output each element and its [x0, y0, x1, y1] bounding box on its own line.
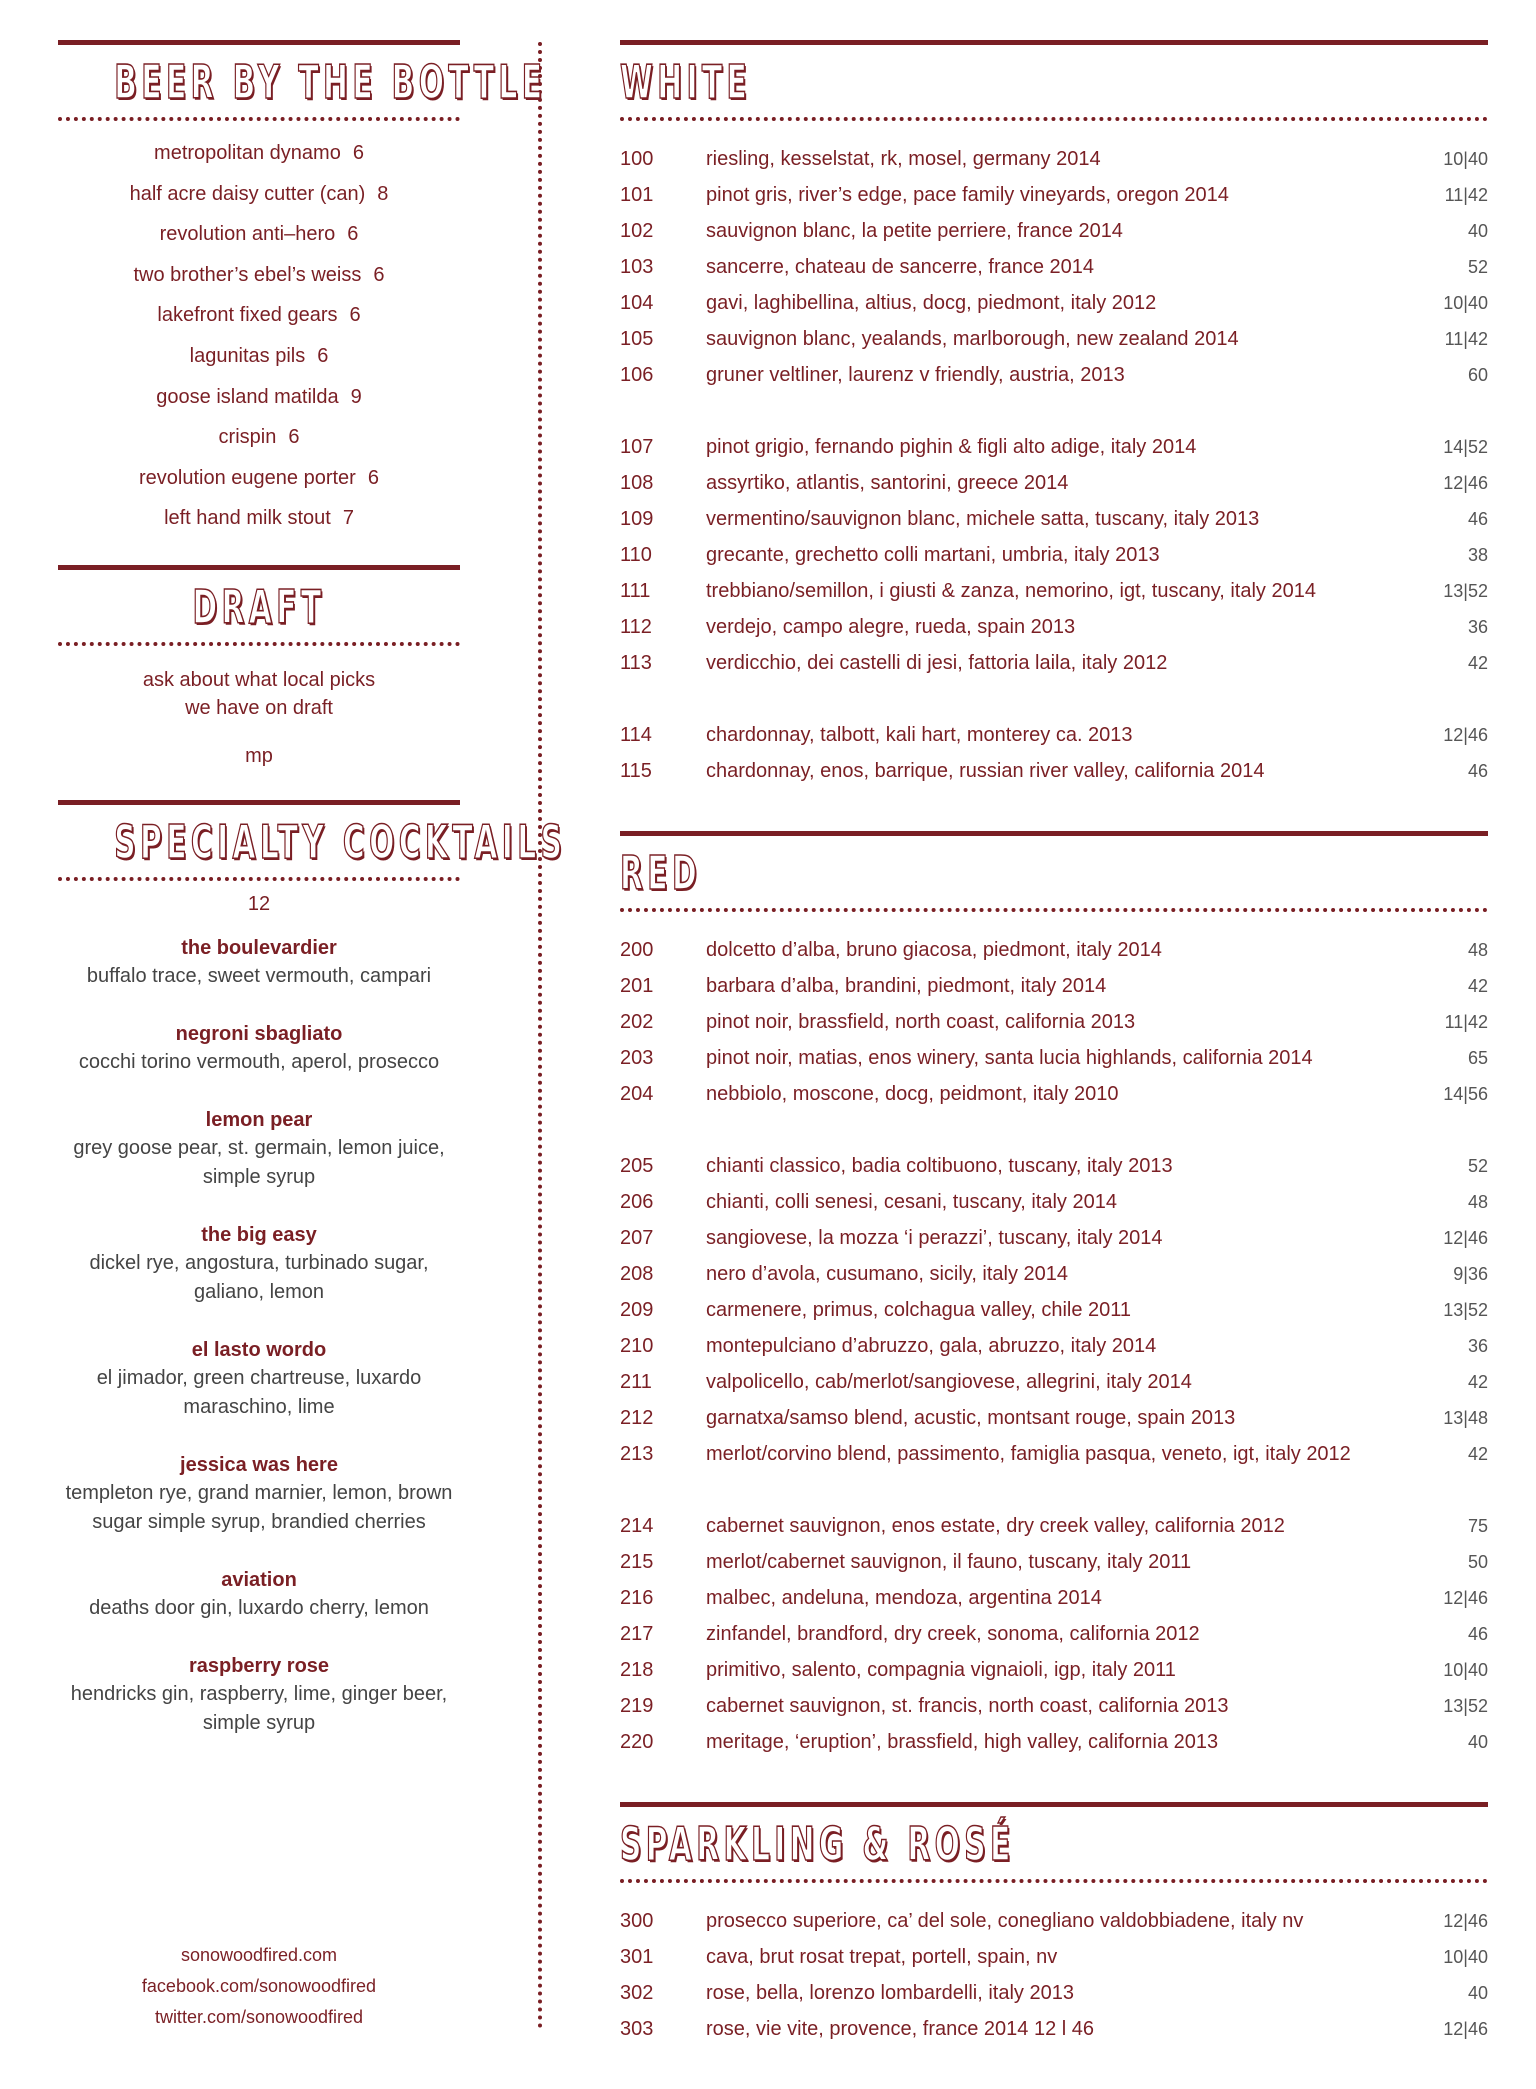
cocktail-description: grey goose pear, st. germain, lemon juice, simple syrup: [73, 1136, 445, 1188]
wine-row: [620, 1220, 1488, 1256]
cocktail-description: deaths door gin, luxardo cherry, lemon: [89, 1596, 429, 1619]
beer-item: [58, 336, 460, 377]
beer-name: crispin: [218, 426, 277, 449]
wine-name: montepulciano d’abruzzo, gala, abruzzo, italy 2014: [706, 1335, 1157, 1357]
group-spacer: [620, 393, 1488, 429]
cocktail-item: [58, 934, 460, 991]
wine-price: 65: [1467, 1048, 1488, 1068]
wine-price: 42: [1467, 653, 1488, 673]
wine-row: [620, 1616, 1488, 1652]
cocktail-item: [58, 1451, 460, 1537]
wine-name: nebbiolo, moscone, docg, peidmont, italy 2010: [706, 1083, 1119, 1105]
wine-number: 104: [620, 292, 654, 314]
wine-row: [620, 1184, 1488, 1220]
wine-price: 12|46: [1443, 725, 1488, 745]
wine-price: 12|46: [1443, 1911, 1488, 1931]
wine-name: pinot noir, brassfield, north coast, california 2013: [706, 1011, 1136, 1033]
wine-number: 211: [620, 1371, 652, 1393]
wine-price: 12|46: [1443, 2019, 1488, 2039]
wine-price: 60: [1467, 365, 1488, 385]
wine-number: 210: [620, 1335, 654, 1357]
wine-name: pinot noir, matias, enos winery, santa lucia highlands, california 2014: [706, 1047, 1313, 1069]
wine-row: [620, 753, 1488, 789]
wine-price: 13|48: [1443, 1408, 1488, 1428]
wine-price: 14|56: [1443, 1084, 1488, 1104]
cocktail-list: [58, 934, 460, 1738]
beer-price: 8: [377, 182, 389, 205]
wine-number: 105: [620, 328, 654, 350]
wine-price: 46: [1467, 1624, 1488, 1644]
beer-item: [58, 133, 460, 174]
wine-row: [620, 249, 1488, 285]
wine-name: chardonnay, talbott, kali hart, monterey ca. 2013: [706, 724, 1133, 746]
cocktail-item: [58, 1336, 460, 1422]
draft-heading: DRAFT: [192, 579, 326, 634]
white-section: [620, 40, 1488, 831]
sparkling-heading: SPARKLING & ROSÉ: [620, 1817, 1015, 1871]
wine-row: [620, 1939, 1488, 1975]
section-spacer: [620, 2047, 1488, 2089]
wine-name: barbara d’alba, brandini, piedmont, italy 2014: [706, 975, 1107, 997]
cocktails-price: 12: [247, 892, 271, 915]
wine-price: 12|46: [1443, 1228, 1488, 1248]
beer-item: [58, 377, 460, 418]
wine-price: 10|40: [1443, 149, 1488, 169]
wine-name: trebbiano/semillon, i giusti & zanza, nemorino, igt, tuscany, italy 2014: [706, 580, 1316, 602]
wine-row: [620, 1040, 1488, 1076]
wine-price: 10|40: [1443, 293, 1488, 313]
wine-price: 52: [1467, 257, 1488, 277]
wine-row: [620, 1148, 1488, 1184]
cocktail-description: el jimador, green chartreuse, luxardo maraschino, lime: [96, 1366, 422, 1418]
cocktail-name: raspberry rose: [188, 1654, 330, 1677]
sparkling-section: [620, 1802, 1488, 2089]
beer-price: 6: [317, 344, 329, 367]
beer-name: left hand milk stout: [164, 507, 331, 530]
wine-row: [620, 465, 1488, 501]
wine-price: 10|40: [1443, 1947, 1488, 1967]
beer-price: 6: [373, 263, 385, 286]
wine-number: 115: [620, 760, 652, 782]
cocktail-name: el lasto wordo: [191, 1338, 327, 1361]
wine-row: [620, 968, 1488, 1004]
beer-price: 6: [288, 426, 300, 449]
wine-price: 50: [1467, 1552, 1488, 1572]
group-spacer: [620, 1472, 1488, 1508]
wine-name: carmenere, primus, colchagua valley, chile 2011: [706, 1299, 1132, 1321]
cocktail-item: [58, 1106, 460, 1192]
cocktail-item: [58, 1652, 460, 1738]
cocktail-item: [58, 1020, 460, 1077]
wine-name: garnatxa/samso blend, acustic, montsant rouge, spain 2013: [706, 1407, 1236, 1429]
right-column: [620, 40, 1488, 2089]
left-column: [58, 40, 567, 1767]
beer-item: [58, 295, 460, 336]
cocktails-section: [58, 800, 567, 1738]
wine-price: 75: [1467, 1516, 1488, 1536]
twitter-link[interactable]: twitter.com/sonowoodfired: [154, 2007, 364, 2027]
red-section: [620, 831, 1488, 1802]
wine-name: cabernet sauvignon, enos estate, dry creek valley, california 2012: [706, 1515, 1285, 1537]
wine-row: [620, 357, 1488, 393]
wine-row: [620, 1364, 1488, 1400]
beer-item: [58, 214, 460, 255]
wine-number: 101: [620, 184, 654, 206]
draft-text-line: ask about what local picks: [142, 668, 376, 691]
wine-row: [620, 537, 1488, 573]
wine-row: [620, 717, 1488, 753]
cocktail-name: the big easy: [201, 1223, 317, 1246]
wine-row: [620, 1508, 1488, 1544]
wine-name: prosecco superiore, ca’ del sole, conegliano valdobbiadene, italy nv: [706, 1910, 1304, 1932]
beer-item: [58, 498, 460, 539]
wine-row: [620, 1724, 1488, 1760]
cocktail-item: [58, 1221, 460, 1307]
cocktails-heading: SPECIALTY COCKTAILS: [114, 814, 567, 869]
beer-price: 9: [350, 385, 362, 408]
wine-name: sauvignon blanc, yealands, marlborough, new zealand 2014: [706, 328, 1239, 350]
wine-number: 203: [620, 1047, 654, 1069]
wine-number: 107: [620, 436, 654, 458]
beer-name: two brother’s ebel’s weiss: [133, 263, 362, 286]
wine-price: 40: [1467, 1983, 1488, 2003]
wine-number: 205: [620, 1155, 654, 1177]
wine-row: [620, 285, 1488, 321]
wine-name: cabernet sauvignon, st. francis, north coast, california 2013: [706, 1695, 1229, 1717]
wine-row: [620, 1903, 1488, 1939]
wine-name: merlot/corvino blend, passimento, famiglia pasqua, veneto, igt, italy 2012: [706, 1443, 1351, 1465]
wine-name: vermentino/sauvignon blanc, michele satta, tuscany, italy 2013: [706, 508, 1260, 530]
wine-row: [620, 932, 1488, 968]
beer-item: [58, 174, 460, 215]
wine-name: zinfandel, brandford, dry creek, sonoma, california 2012: [706, 1623, 1200, 1645]
wine-number: 100: [620, 148, 654, 170]
wine-number: 106: [620, 364, 654, 386]
beer-heading: BEER BY THE BOTTLE: [114, 55, 547, 109]
beer-name: metropolitan dynamo: [154, 142, 341, 164]
wine-number: 209: [620, 1299, 654, 1321]
cocktail-description: buffalo trace, sweet vermouth, campari: [86, 964, 432, 987]
wine-price: 13|52: [1443, 1300, 1488, 1320]
wine-number: 301: [620, 1946, 654, 1968]
beer-price: 6: [349, 304, 361, 327]
cocktail-description: hendricks gin, raspberry, lime, ginger beer, simple syrup: [70, 1682, 448, 1734]
wine-row: [620, 1436, 1488, 1472]
wine-name: nero d’avola, cusumano, sicily, italy 2014: [706, 1263, 1069, 1285]
beer-name: lagunitas pils: [189, 344, 306, 367]
wine-price: 52: [1467, 1156, 1488, 1176]
wine-row: [620, 321, 1488, 357]
draft-body: [58, 646, 460, 800]
wine-number: 108: [620, 472, 654, 494]
beer-name: revolution anti–hero: [159, 223, 336, 246]
wine-price: 11|42: [1444, 329, 1488, 349]
wine-name: primitivo, salento, compagnia vignaioli, igp, italy 2011: [706, 1659, 1176, 1681]
beer-price: 6: [367, 466, 379, 489]
wine-row: [620, 1076, 1488, 1112]
wine-name: rose, bella, lorenzo lombardelli, italy 2013: [706, 1982, 1074, 2004]
website-link[interactable]: sonowoodfired.com: [180, 1945, 338, 1965]
wine-row: [620, 1292, 1488, 1328]
wine-number: 114: [620, 724, 652, 746]
wine-price: 48: [1467, 940, 1488, 960]
wine-row: [620, 1580, 1488, 1616]
white-wine-list: [620, 121, 1488, 831]
beer-name: half acre daisy cutter (can): [129, 182, 366, 205]
wine-price: 10|40: [1443, 1660, 1488, 1680]
wine-row: [620, 609, 1488, 645]
wine-name: sauvignon blanc, la petite perriere, france 2014: [706, 220, 1123, 242]
wine-number: 217: [620, 1623, 654, 1645]
wine-price: 13|52: [1443, 581, 1488, 601]
wine-number: 202: [620, 1011, 654, 1033]
wine-number: 215: [620, 1551, 654, 1573]
wine-number: 110: [620, 544, 652, 566]
wine-name: chianti, colli senesi, cesani, tuscany, italy 2014: [706, 1191, 1117, 1213]
wine-number: 302: [620, 1982, 654, 2004]
wine-name: verdejo, campo alegre, rueda, spain 2013: [706, 616, 1076, 638]
wine-number: 111: [620, 580, 651, 602]
wine-number: 112: [620, 616, 652, 638]
beer-name: revolution eugene porter: [139, 466, 356, 489]
wine-number: 113: [620, 652, 652, 674]
wine-name: pinot grigio, fernando pighin & figli alto adige, italy 2014: [706, 436, 1197, 458]
wine-row: [620, 1400, 1488, 1436]
wine-number: 201: [620, 975, 654, 997]
wine-number: 206: [620, 1191, 654, 1213]
section-spacer: [620, 1760, 1488, 1802]
wine-price: 40: [1467, 1732, 1488, 1752]
cocktail-description: templeton rye, grand marnier, lemon, brown sugar simple syrup, brandied cherries: [65, 1481, 453, 1533]
wine-number: 219: [620, 1695, 654, 1717]
beer-item: [58, 458, 460, 499]
wine-row: [620, 1975, 1488, 2011]
cocktail-item: [58, 1566, 460, 1623]
wine-row: [620, 429, 1488, 465]
group-spacer: [620, 681, 1488, 717]
wine-price: 13|52: [1443, 1696, 1488, 1716]
section-spacer: [620, 789, 1488, 831]
cocktail-name: jessica was here: [180, 1453, 338, 1476]
wine-row: [620, 1688, 1488, 1724]
wine-price: 9|36: [1453, 1264, 1488, 1284]
wine-price: 42: [1467, 1372, 1488, 1392]
beer-section: [58, 40, 547, 565]
wine-number: 207: [620, 1227, 654, 1249]
wine-name: malbec, andeluna, mendoza, argentina 2014: [706, 1587, 1102, 1609]
draft-section: [58, 565, 460, 800]
wine-name: grecante, grechetto colli martani, umbria, italy 2013: [706, 544, 1160, 566]
wine-name: cava, brut rosat trepat, portell, spain, nv: [706, 1946, 1058, 1968]
wine-number: 208: [620, 1263, 654, 1285]
beer-price: 6: [352, 142, 364, 164]
wine-price: 12|46: [1443, 473, 1488, 493]
wine-name: assyrtiko, atlantis, santorini, greece 2014: [706, 472, 1069, 494]
cocktail-description: cocchi torino vermouth, aperol, prosecco: [78, 1050, 440, 1073]
beer-list: [58, 121, 460, 565]
wine-number: 200: [620, 939, 654, 961]
wine-price: 40: [1467, 221, 1488, 241]
wine-row: [620, 1256, 1488, 1292]
wine-name: chardonnay, enos, barrique, russian river valley, california 2014: [706, 760, 1265, 782]
cocktail-name: negroni sbagliato: [175, 1022, 343, 1045]
wine-name: rose, vie vite, provence, france 2014 12 l 46: [706, 2018, 1095, 2040]
red-heading: RED: [620, 846, 702, 900]
cocktail-name: aviation: [221, 1568, 297, 1591]
white-heading: WHITE: [620, 55, 752, 109]
wine-name: sangiovese, la mozza ‘i perazzi’, tuscany, italy 2014: [706, 1227, 1163, 1249]
wine-number: 204: [620, 1083, 654, 1105]
wine-price: 12|46: [1443, 1588, 1488, 1608]
wine-number: 213: [620, 1443, 654, 1465]
wine-name: gavi, laghibellina, altius, docg, piedmont, italy 2012: [706, 292, 1157, 314]
beer-name: lakefront fixed gears: [157, 304, 338, 327]
facebook-link[interactable]: facebook.com/sonowoodfired: [141, 1976, 377, 1996]
beer-item: [58, 255, 460, 296]
wine-row: [620, 2011, 1488, 2047]
wine-number: 300: [620, 1910, 654, 1932]
wine-number: 218: [620, 1659, 654, 1681]
draft-price: mp: [245, 744, 273, 767]
wine-number: 103: [620, 256, 654, 278]
wine-price: 46: [1467, 509, 1488, 529]
wine-name: chianti classico, badia coltibuono, tuscany, italy 2013: [706, 1155, 1173, 1177]
wine-row: [620, 177, 1488, 213]
wine-number: 303: [620, 2018, 654, 2040]
wine-row: [620, 573, 1488, 609]
wine-name: merlot/cabernet sauvignon, il fauno, tuscany, italy 2011: [706, 1551, 1192, 1573]
cocktail-name: the boulevardier: [181, 936, 337, 959]
wine-name: gruner veltliner, laurenz v friendly, austria, 2013: [706, 364, 1125, 386]
draft-text-line: we have on draft: [185, 696, 333, 719]
wine-name: sancerre, chateau de sancerre, france 2014: [706, 256, 1095, 278]
wine-name: meritage, ‘eruption’, brassfield, high valley, california 2013: [706, 1731, 1219, 1753]
wine-number: 212: [620, 1407, 654, 1429]
wine-row: [620, 1652, 1488, 1688]
wine-name: verdicchio, dei castelli di jesi, fattoria laila, italy 2012: [706, 652, 1168, 674]
red-wine-list: [620, 912, 1488, 1802]
wine-price: 42: [1467, 1444, 1488, 1464]
cocktail-name: lemon pear: [205, 1108, 313, 1131]
wine-number: 214: [620, 1515, 654, 1537]
wine-price: 46: [1467, 761, 1488, 781]
wine-number: 216: [620, 1587, 654, 1609]
wine-price: 48: [1467, 1192, 1488, 1212]
wine-price: 36: [1467, 617, 1488, 637]
wine-price: 11|42: [1444, 185, 1488, 205]
wine-row: [620, 141, 1488, 177]
wine-name: valpolicello, cab/merlot/sangiovese, allegrini, italy 2014: [706, 1371, 1192, 1393]
wine-row: [620, 1544, 1488, 1580]
beer-price: 7: [342, 507, 354, 530]
group-spacer: [620, 1112, 1488, 1148]
wine-name: riesling, kesselstat, rk, mosel, germany 2014: [706, 148, 1101, 170]
wine-row: [620, 1004, 1488, 1040]
wine-name: pinot gris, river’s edge, pace family vineyards, oregon 2014: [706, 184, 1229, 206]
wine-row: [620, 213, 1488, 249]
wine-number: 220: [620, 1731, 654, 1753]
social-links: [58, 1940, 460, 2033]
wine-name: dolcetto d’alba, bruno giacosa, piedmont, italy 2014: [706, 939, 1162, 961]
sparkling-wine-list: [620, 1883, 1488, 2089]
wine-price: 42: [1467, 976, 1488, 996]
wine-price: 38: [1467, 545, 1488, 565]
wine-row: [620, 1328, 1488, 1364]
column-divider: [538, 42, 542, 2030]
wine-row: [620, 501, 1488, 537]
beer-item: [58, 417, 460, 458]
wine-row: [620, 645, 1488, 681]
wine-price: 14|52: [1443, 437, 1488, 457]
wine-number: 102: [620, 220, 654, 242]
beer-name: goose island matilda: [156, 385, 339, 408]
wine-price: 36: [1467, 1336, 1488, 1356]
beer-price: 6: [347, 223, 359, 246]
wine-price: 11|42: [1444, 1012, 1488, 1032]
cocktail-description: dickel rye, angostura, turbinado sugar, galiano, lemon: [89, 1251, 429, 1303]
wine-number: 109: [620, 508, 654, 530]
